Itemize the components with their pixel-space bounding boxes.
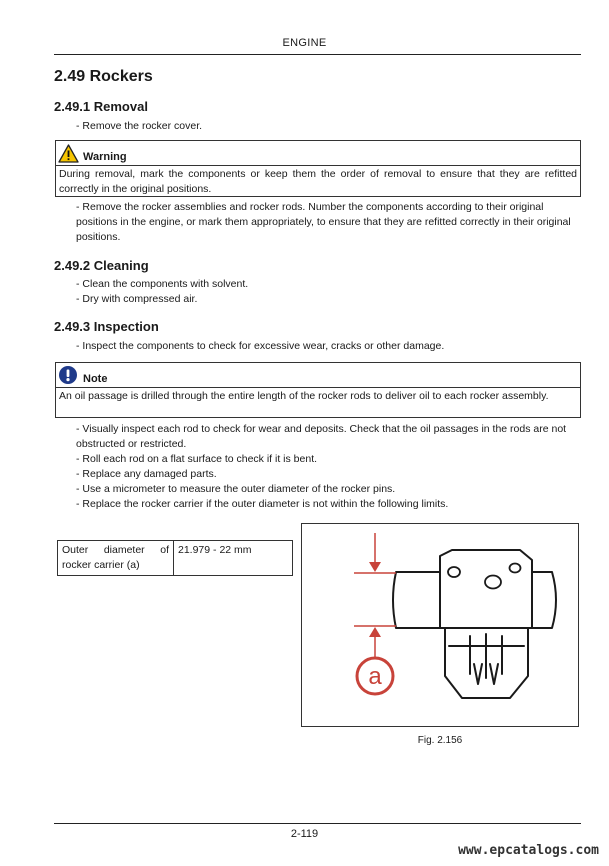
note-box-header xyxy=(56,363,580,388)
exclamation-circle-icon xyxy=(58,365,78,385)
inspection-step-micrometer: - Use a micrometer to measure the outer diameter of the rocker pins. xyxy=(76,483,396,495)
removal-step-2 xyxy=(76,200,584,245)
inspection-visual-dash: - xyxy=(76,423,83,435)
inspection-step-1: - Inspect the components to check for excessive wear, cracks or other damage. xyxy=(76,340,445,352)
figure-box xyxy=(301,523,579,727)
cleaning-step-2: - Dry with compressed air. xyxy=(76,293,198,305)
removal-step-2-dash: - xyxy=(76,201,83,213)
note-text: An oil passage is drilled through the entire length of the rocker rods to deliver oil to each rocker assembly. xyxy=(59,390,549,402)
header-rule xyxy=(54,54,581,55)
inspection-step-replace: - Replace any damaged parts. xyxy=(76,468,217,480)
running-header: ENGINE xyxy=(282,37,327,49)
cleaning-step-1: - Clean the components with solvent. xyxy=(76,278,249,290)
spec-value-cell: 21.979 - 22 mm xyxy=(174,541,293,576)
inspection-visual-step xyxy=(76,422,584,452)
removal-step-1: - Remove the rocker cover. xyxy=(76,120,203,132)
spec-label-cell: Outer diameter of rocker carrier (a) xyxy=(58,541,174,576)
removal-step-2-text: Remove the rocker assemblies and rocker rods. Number the components according to their original positions in the engine, or mark them appropriately, to ensure that they are refitted correctly in their original positions. xyxy=(76,201,571,243)
page-number: 2-119 xyxy=(290,828,319,840)
dimension-a-callout: a xyxy=(368,663,382,690)
warning-triangle-icon xyxy=(58,144,79,163)
table-row xyxy=(58,541,293,576)
note-box xyxy=(55,362,581,418)
inspection-step-roll: - Roll each rod on a flat surface to check if it is bent. xyxy=(76,453,318,465)
spec-table xyxy=(57,540,293,576)
warning-text: During removal, mark the components or keep them the order of removal to ensure that they are refitted correctly in the original positions. xyxy=(59,168,577,195)
footer-rule xyxy=(54,823,581,824)
warning-box-header xyxy=(56,141,580,166)
warning-label: Warning xyxy=(83,151,127,163)
note-label: Note xyxy=(83,373,108,385)
warning-box xyxy=(55,140,581,197)
watermark: www.epcatalogs.com xyxy=(458,843,599,858)
section-title: 2.49 Rockers xyxy=(54,68,153,85)
rocker-carrier-diagram xyxy=(302,524,578,726)
removal-heading: 2.49.1 Removal xyxy=(54,99,148,114)
inspection-heading: 2.49.3 Inspection xyxy=(54,319,159,334)
inspection-visual-text: Visually inspect each rod to check for wear and deposits. Check that the oil passages in the rods are not obstructed or restricted. xyxy=(76,423,567,450)
inspection-step-carrier: - Replace the rocker carrier if the outer diameter is not within the following limits. xyxy=(76,498,449,510)
cleaning-heading: 2.49.2 Cleaning xyxy=(54,258,149,273)
figure-caption: Fig. 2.156 xyxy=(417,735,463,746)
